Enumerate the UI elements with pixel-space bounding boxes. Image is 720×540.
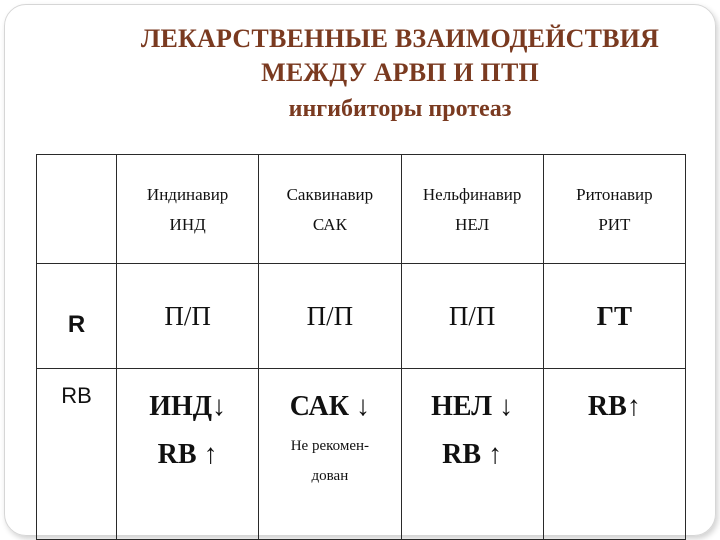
table-cell: П/П [259, 264, 401, 369]
header-cell-ritonavir [543, 155, 685, 264]
table-cell: П/П [401, 264, 543, 369]
header-cell-indinavir [117, 155, 259, 264]
table-cell [401, 369, 543, 540]
cell-line-2: RB ↑ [157, 439, 218, 470]
cell-line-1: НЕЛ ↓ [431, 391, 514, 422]
slide-title [80, 22, 720, 126]
table-cell [259, 369, 401, 540]
title-line-2: МЕЖДУ АРВП И ПТП [261, 58, 539, 87]
table-cell: П/П [117, 264, 259, 369]
drug-name: Ритонавир [576, 185, 653, 204]
table-cell [117, 369, 259, 540]
row-label-rb: RB [37, 369, 117, 540]
drug-name: Нельфинавир [422, 185, 522, 204]
header-cell-saquinavir [259, 155, 401, 264]
cell-line-2: RB ↑ [442, 439, 503, 470]
cell-line-1: САК ↓ [289, 391, 371, 422]
cell-line-1: RB↑ [587, 391, 641, 422]
cell-note-1: Не рекомен- [290, 438, 370, 454]
header-cell-nelfinavir [401, 155, 543, 264]
drug-abbr: НЕЛ [455, 215, 490, 234]
table-row-rb [37, 369, 686, 540]
drug-abbr: РИТ [598, 215, 631, 234]
row-label-r: R [37, 264, 117, 369]
table-row-r [37, 264, 686, 369]
corner-cell [37, 155, 117, 264]
slide-subtitle: ингибиторы протеаз [288, 96, 512, 122]
title-line-1: ЛЕКАРСТВЕННЫЕ ВЗАИМОДЕЙСТВИЯ [140, 24, 660, 53]
cell-note-2: дован [311, 468, 349, 484]
cell-line-1: ИНД↓ [149, 391, 227, 422]
drug-name: Саквинавир [286, 185, 374, 204]
table-cell: ГТ [543, 264, 685, 369]
table-cell [543, 369, 685, 540]
drug-abbr: ИНД [169, 215, 206, 234]
table-header-row [37, 155, 686, 264]
drug-name: Индинавир [146, 185, 229, 204]
drug-abbr: САК [312, 215, 347, 234]
interaction-table [36, 154, 686, 540]
